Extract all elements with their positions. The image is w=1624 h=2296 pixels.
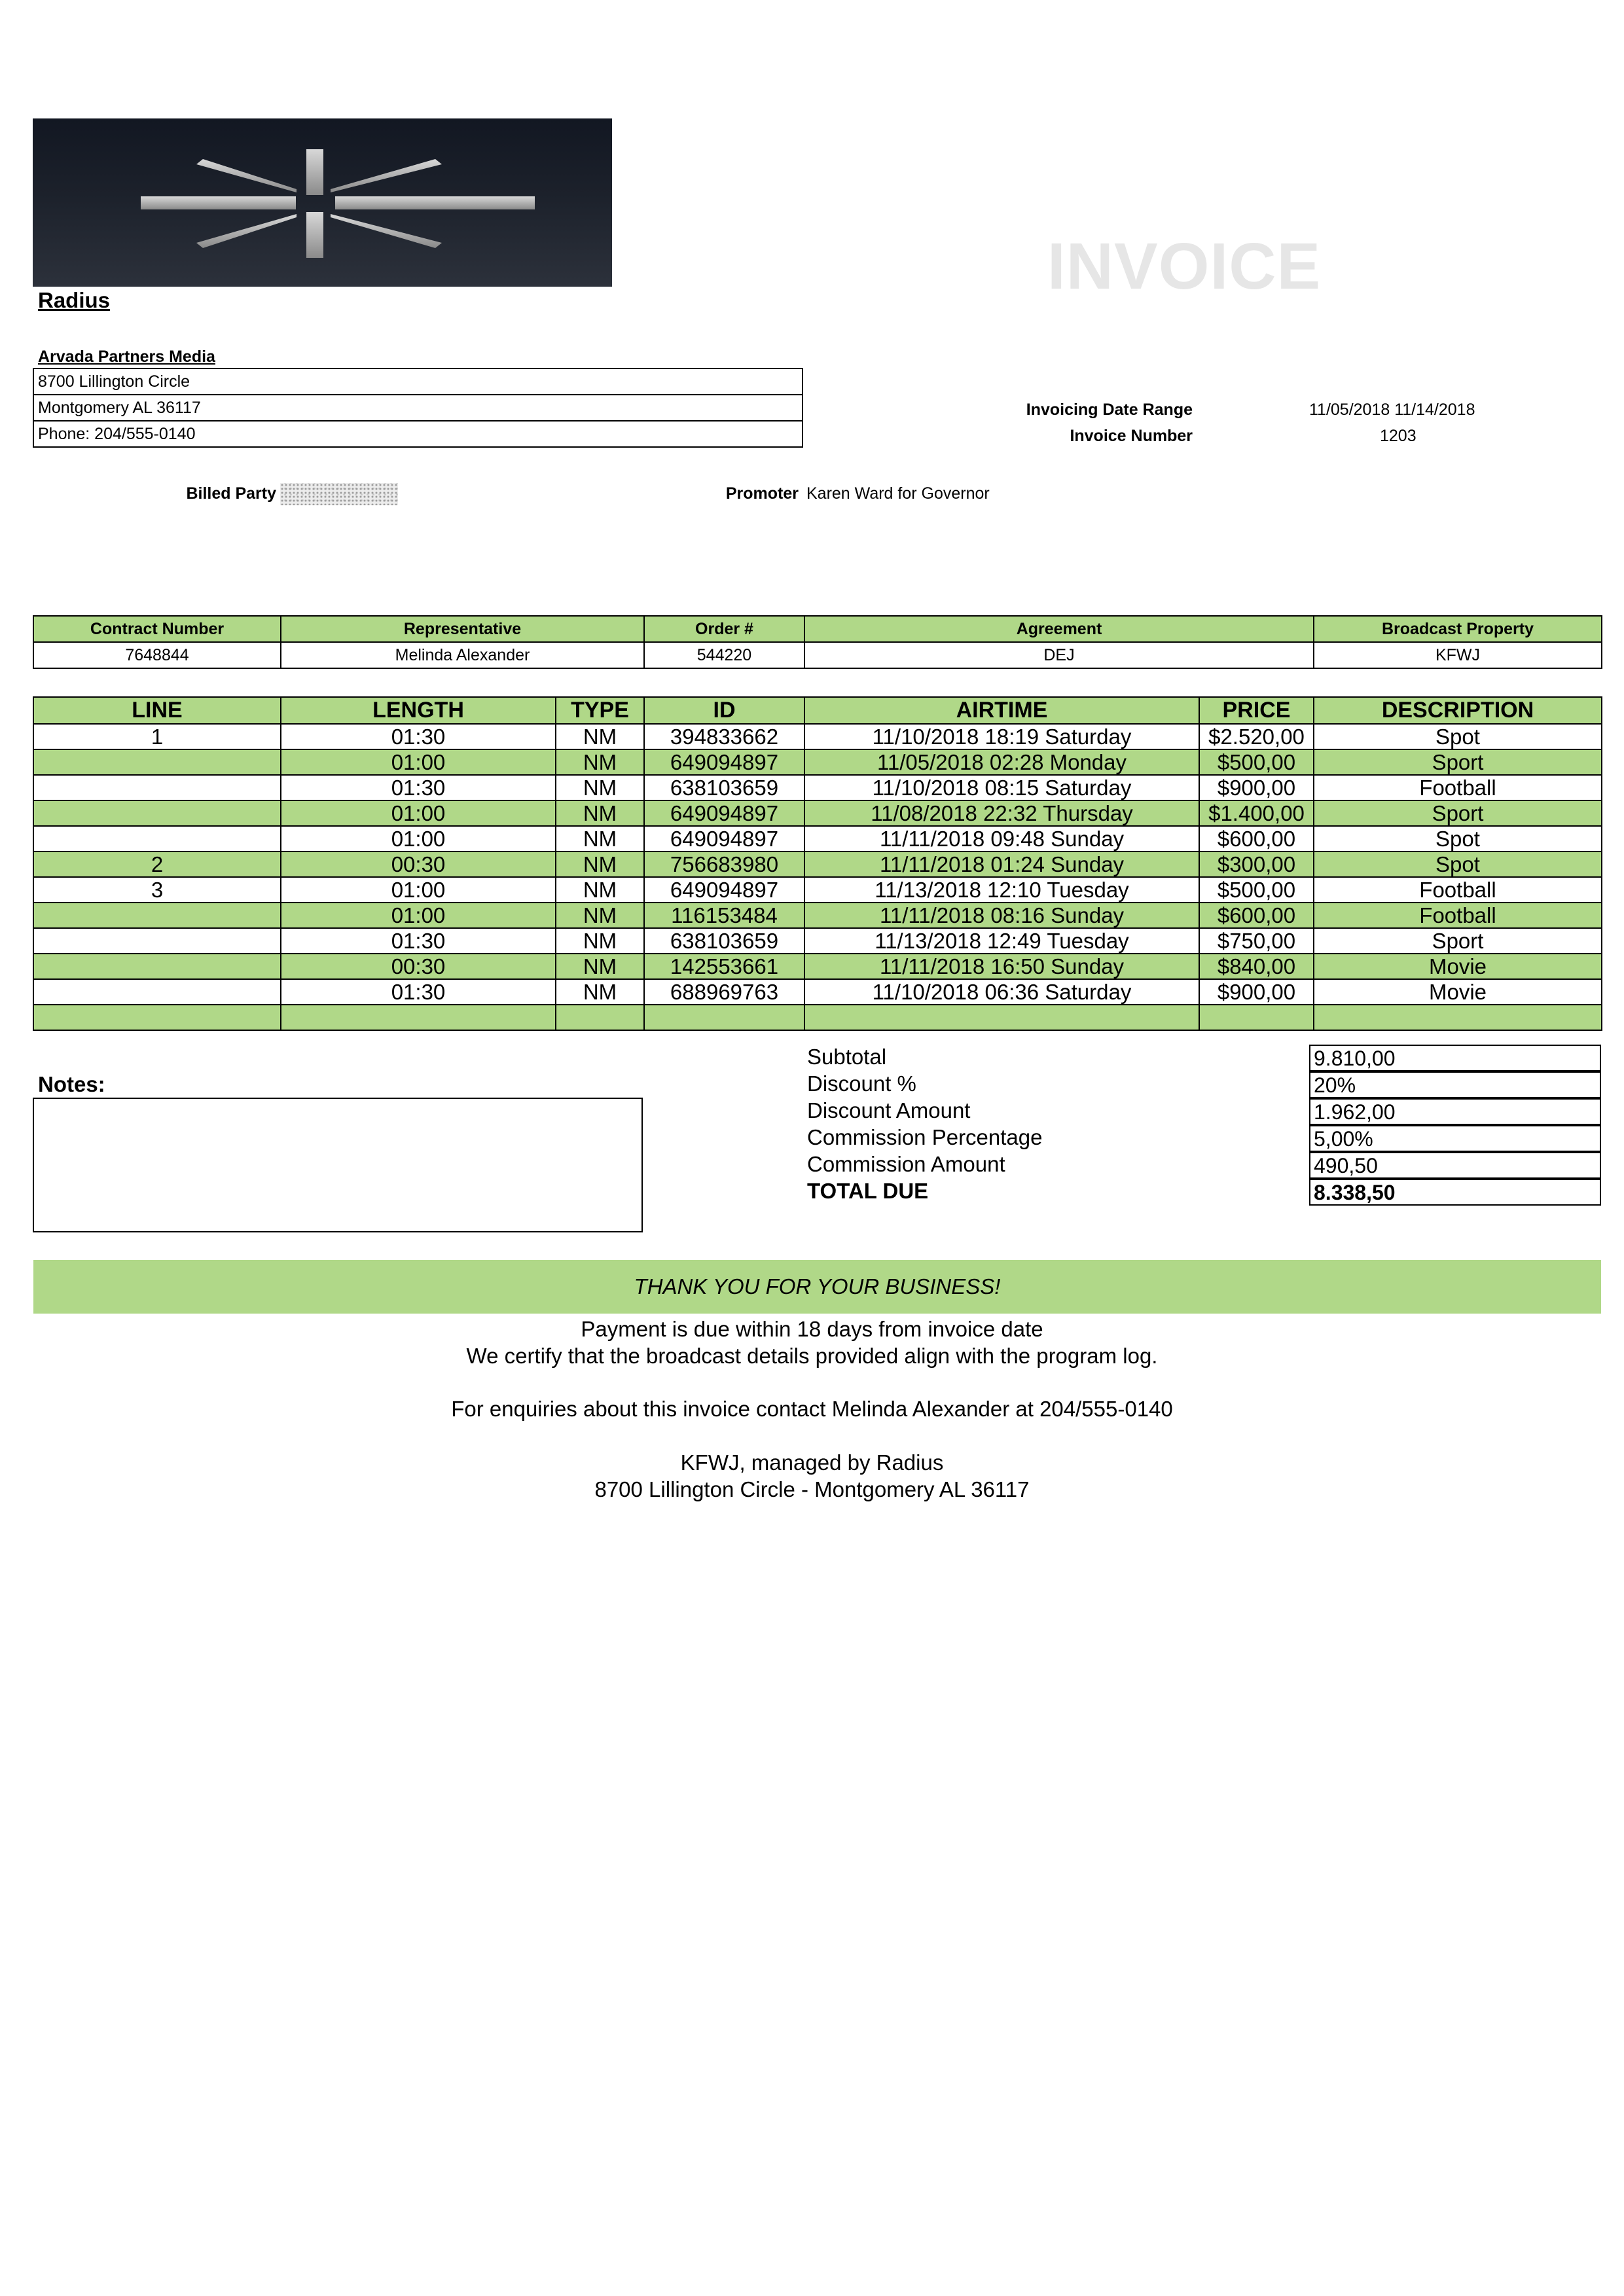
spot-id-cell: 756683980 <box>644 852 804 877</box>
commission-pct-label: Commission Percentage <box>807 1125 1043 1149</box>
airtime-cell: 11/11/2018 09:48 Sunday <box>804 826 1199 852</box>
type-cell: NM <box>556 877 644 903</box>
client-phone: Phone: 204/555-0140 <box>33 421 803 447</box>
table-row <box>33 877 1602 903</box>
discount-amount-value: 1.962,00 <box>1309 1098 1601 1125</box>
price-cell: $500,00 <box>1199 877 1314 903</box>
price-cell: $600,00 <box>1199 903 1314 928</box>
client-address-line1: 8700 Lillington Circle <box>33 368 803 395</box>
line-header: PRICE <box>1199 697 1314 724</box>
line-number-cell <box>33 826 281 852</box>
contract-header: Order # <box>644 616 804 642</box>
spot-id-cell: 688969763 <box>644 979 804 1005</box>
airtime-cell: 11/11/2018 01:24 Sunday <box>804 852 1199 877</box>
airtime-cell <box>804 1005 1199 1030</box>
line-number-cell <box>33 800 281 826</box>
length-cell <box>281 1005 556 1030</box>
line-number-cell <box>33 979 281 1005</box>
description-cell: Spot <box>1314 852 1602 877</box>
table-row <box>33 775 1602 800</box>
type-cell: NM <box>556 749 644 775</box>
contract-header: Broadcast Property <box>1314 616 1602 642</box>
document-title: INVOICE <box>1047 230 1322 303</box>
length-cell: 01:30 <box>281 724 556 749</box>
agreement: DEJ <box>804 642 1314 668</box>
price-cell: $2.520,00 <box>1199 724 1314 749</box>
spot-id-cell: 394833662 <box>644 724 804 749</box>
representative: Melinda Alexander <box>281 642 644 668</box>
invoice-number-label: Invoice Number <box>1070 427 1193 445</box>
airtime-cell: 11/05/2018 02:28 Monday <box>804 749 1199 775</box>
client-address-line2: Montgomery AL 36117 <box>33 395 803 421</box>
length-cell: 01:00 <box>281 749 556 775</box>
table-row <box>33 749 1602 775</box>
table-row <box>33 1005 1602 1030</box>
spot-id-cell: 649094897 <box>644 826 804 852</box>
description-cell: Sport <box>1314 800 1602 826</box>
spot-id-cell: 649094897 <box>644 749 804 775</box>
date-range-label: Invoicing Date Range <box>1026 401 1193 419</box>
invoice-number-value: 1203 <box>1380 427 1416 445</box>
table-row <box>33 852 1602 877</box>
table-row <box>33 800 1602 826</box>
logo-mark-icon <box>33 118 612 287</box>
price-cell: $840,00 <box>1199 954 1314 979</box>
spot-id-cell: 142553661 <box>644 954 804 979</box>
type-cell: NM <box>556 852 644 877</box>
type-cell: NM <box>556 903 644 928</box>
description-cell: Spot <box>1314 724 1602 749</box>
table-row <box>33 954 1602 979</box>
line-number-cell <box>33 775 281 800</box>
discount-pct-value: 20% <box>1309 1071 1601 1098</box>
line-header: ID <box>644 697 804 724</box>
description-cell: Sport <box>1314 749 1602 775</box>
description-cell: Football <box>1314 775 1602 800</box>
spot-id-cell: 638103659 <box>644 928 804 954</box>
description-cell: Football <box>1314 877 1602 903</box>
enquiries-text: For enquiries about this invoice contact Melinda Alexander at 204/555-0140 <box>451 1397 1173 1421</box>
company-name: Radius <box>38 288 111 312</box>
line-number-cell: 1 <box>33 724 281 749</box>
table-row <box>33 979 1602 1005</box>
contract-number: 7648844 <box>33 642 281 668</box>
line-number-cell: 3 <box>33 877 281 903</box>
length-cell: 00:30 <box>281 954 556 979</box>
discount-amount-label: Discount Amount <box>807 1098 971 1122</box>
airtime-cell: 11/10/2018 08:15 Saturday <box>804 775 1199 800</box>
commission-amount-label: Commission Amount <box>807 1152 1005 1176</box>
line-number-cell <box>33 928 281 954</box>
price-cell <box>1199 1005 1314 1030</box>
line-header: LINE <box>33 697 281 724</box>
description-cell: Movie <box>1314 979 1602 1005</box>
description-cell: Sport <box>1314 928 1602 954</box>
billed-party-redacted <box>280 483 398 505</box>
order-number: 544220 <box>644 642 804 668</box>
length-cell: 00:30 <box>281 852 556 877</box>
line-header: TYPE <box>556 697 644 724</box>
client-name: Arvada Partners Media <box>38 348 215 366</box>
subtotal-value: 9.810,00 <box>1309 1045 1601 1071</box>
line-number-cell <box>33 954 281 979</box>
description-cell <box>1314 1005 1602 1030</box>
description-cell: Football <box>1314 903 1602 928</box>
type-cell: NM <box>556 724 644 749</box>
spot-id-cell: 649094897 <box>644 877 804 903</box>
certification-text: We certify that the broadcast details provided align with the program log. <box>466 1344 1158 1368</box>
total-due-label: TOTAL DUE <box>807 1179 929 1203</box>
company-logo <box>33 118 612 287</box>
thank-you-banner: THANK YOU FOR YOUR BUSINESS! <box>33 1260 1601 1314</box>
length-cell: 01:00 <box>281 877 556 903</box>
billed-party-label: Billed Party <box>186 484 276 503</box>
description-cell: Movie <box>1314 954 1602 979</box>
table-row <box>33 826 1602 852</box>
type-cell: NM <box>556 826 644 852</box>
line-number-cell <box>33 1005 281 1030</box>
airtime-cell: 11/10/2018 18:19 Saturday <box>804 724 1199 749</box>
price-cell: $500,00 <box>1199 749 1314 775</box>
description-cell: Spot <box>1314 826 1602 852</box>
line-number-cell <box>33 903 281 928</box>
price-cell: $1.400,00 <box>1199 800 1314 826</box>
promoter-label: Promoter <box>725 484 799 503</box>
discount-pct-label: Discount % <box>807 1071 916 1096</box>
length-cell: 01:00 <box>281 826 556 852</box>
footer-address: 8700 Lillington Circle - Montgomery AL 36117 <box>594 1477 1030 1501</box>
type-cell: NM <box>556 800 644 826</box>
table-row <box>33 903 1602 928</box>
line-header: LENGTH <box>281 697 556 724</box>
date-range-value: 11/05/2018 11/14/2018 <box>1309 401 1475 419</box>
spot-id-cell <box>644 1005 804 1030</box>
airtime-cell: 11/11/2018 08:16 Sunday <box>804 903 1199 928</box>
line-items-table <box>33 696 1602 1031</box>
promoter-value: Karen Ward for Governor <box>806 484 990 503</box>
managed-by-text: KFWJ, managed by Radius <box>680 1450 944 1475</box>
notes-label: Notes: <box>38 1072 105 1096</box>
type-cell: NM <box>556 928 644 954</box>
airtime-cell: 11/13/2018 12:49 Tuesday <box>804 928 1199 954</box>
contract-header: Agreement <box>804 616 1314 642</box>
notes-box <box>33 1098 643 1232</box>
price-cell: $750,00 <box>1199 928 1314 954</box>
commission-pct-value: 5,00% <box>1309 1125 1601 1152</box>
length-cell: 01:30 <box>281 928 556 954</box>
length-cell: 01:30 <box>281 979 556 1005</box>
total-due-value: 8.338,50 <box>1309 1179 1601 1206</box>
airtime-cell: 11/10/2018 06:36 Saturday <box>804 979 1199 1005</box>
type-cell: NM <box>556 954 644 979</box>
contract-header: Representative <box>281 616 644 642</box>
airtime-cell: 11/08/2018 22:32 Thursday <box>804 800 1199 826</box>
contract-header: Contract Number <box>33 616 281 642</box>
table-row <box>33 928 1602 954</box>
length-cell: 01:30 <box>281 775 556 800</box>
length-cell: 01:00 <box>281 800 556 826</box>
line-number-cell: 2 <box>33 852 281 877</box>
type-cell <box>556 1005 644 1030</box>
type-cell: NM <box>556 979 644 1005</box>
client-address-box <box>33 368 803 448</box>
price-cell: $900,00 <box>1199 979 1314 1005</box>
price-cell: $300,00 <box>1199 852 1314 877</box>
price-cell: $900,00 <box>1199 775 1314 800</box>
type-cell: NM <box>556 775 644 800</box>
line-header: DESCRIPTION <box>1314 697 1602 724</box>
commission-amount-value: 490,50 <box>1309 1152 1601 1179</box>
price-cell: $600,00 <box>1199 826 1314 852</box>
airtime-cell: 11/11/2018 16:50 Sunday <box>804 954 1199 979</box>
length-cell: 01:00 <box>281 903 556 928</box>
spot-id-cell: 649094897 <box>644 800 804 826</box>
contract-table <box>33 615 1602 669</box>
table-row <box>33 724 1602 749</box>
airtime-cell: 11/13/2018 12:10 Tuesday <box>804 877 1199 903</box>
subtotal-label: Subtotal <box>807 1045 887 1069</box>
line-number-cell <box>33 749 281 775</box>
spot-id-cell: 116153484 <box>644 903 804 928</box>
broadcast-property: KFWJ <box>1314 642 1602 668</box>
spot-id-cell: 638103659 <box>644 775 804 800</box>
payment-terms: Payment is due within 18 days from invoice date <box>581 1317 1043 1341</box>
line-header: AIRTIME <box>804 697 1199 724</box>
